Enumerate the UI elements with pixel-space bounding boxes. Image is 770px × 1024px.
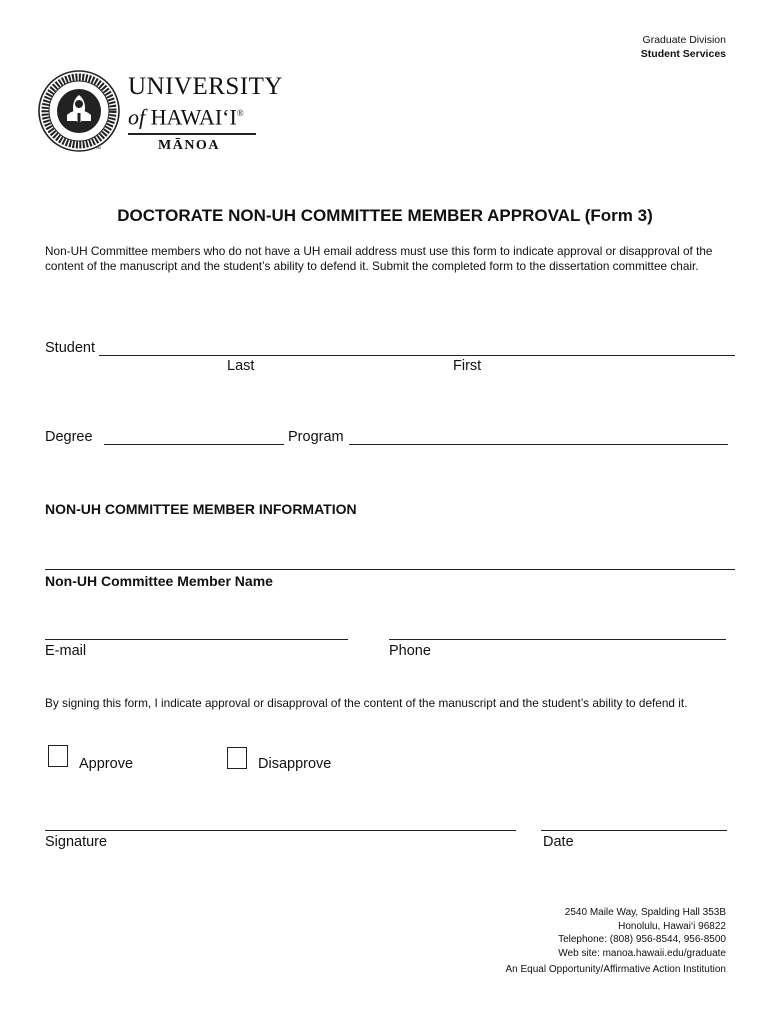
university-seal-logo — [37, 69, 121, 153]
degree-field[interactable] — [104, 444, 284, 445]
wordmark-manoa: MĀNOA — [158, 137, 220, 153]
email-field[interactable] — [45, 639, 348, 640]
footer-eo-statement: An Equal Opportunity/Affirmative Action Institution — [505, 964, 726, 975]
approve-checkbox[interactable] — [48, 745, 68, 767]
header-office — [641, 33, 726, 61]
phone-field[interactable] — [389, 639, 726, 640]
wordmark-university: UNIVERSITY — [128, 73, 283, 100]
last-name-label: Last — [227, 358, 255, 374]
form-title: DOCTORATE NON-UH COMMITTEE MEMBER APPROVAL (Form 3) — [117, 206, 653, 225]
signature-field[interactable] — [45, 830, 516, 831]
program-label: Program — [288, 429, 344, 445]
header-services: Student Services — [640, 48, 726, 60]
date-field[interactable] — [541, 830, 727, 831]
member-name-field[interactable] — [45, 569, 735, 570]
signature-label: Signature — [45, 834, 108, 850]
form-intro: Non-UH Committee members who do not have a UH email address must use this form to indicate approval or disapproval of the content of the manuscript and the student’s ability to defend it. Submit the completed form to the dissertation committee chair. — [45, 244, 713, 273]
phone-label: Phone — [389, 643, 431, 659]
disapprove-label: Disapprove — [258, 756, 332, 772]
footer-telephone: Telephone: (808) 956-8544, 956-8500 — [558, 934, 726, 945]
section-title: NON-UH COMMITTEE MEMBER INFORMATION — [45, 501, 357, 517]
footer-address — [506, 906, 727, 977]
email-label: E-mail — [45, 643, 87, 659]
approve-label: Approve — [79, 756, 134, 772]
student-name-field[interactable] — [99, 355, 735, 356]
university-wordmark — [128, 74, 283, 154]
footer-address-line1: 2540 Maile Way, Spalding Hall 353B — [564, 907, 726, 918]
first-name-label: First — [453, 358, 482, 374]
student-label: Student — [45, 340, 95, 356]
footer-address-line2: Honolulu, Hawai‘i 96822 — [618, 920, 726, 932]
disapprove-checkbox[interactable] — [227, 747, 247, 769]
wordmark-hawaii: of HAWAI‘I® — [128, 104, 244, 130]
degree-label: Degree — [45, 429, 93, 445]
approval-statement: By signing this form, I indicate approval or disapproval of the content of the manuscript and the student’s ability to defend it. — [45, 696, 688, 710]
wordmark-rule — [128, 133, 256, 135]
date-label: Date — [543, 834, 574, 850]
footer-website: Web site: manoa.hawaii.edu/graduate — [558, 947, 726, 959]
member-name-label: Non-UH Committee Member Name — [45, 573, 273, 589]
seal-tm: TM — [95, 145, 101, 150]
program-field[interactable] — [349, 444, 728, 445]
header-division: Graduate Division — [642, 34, 726, 46]
